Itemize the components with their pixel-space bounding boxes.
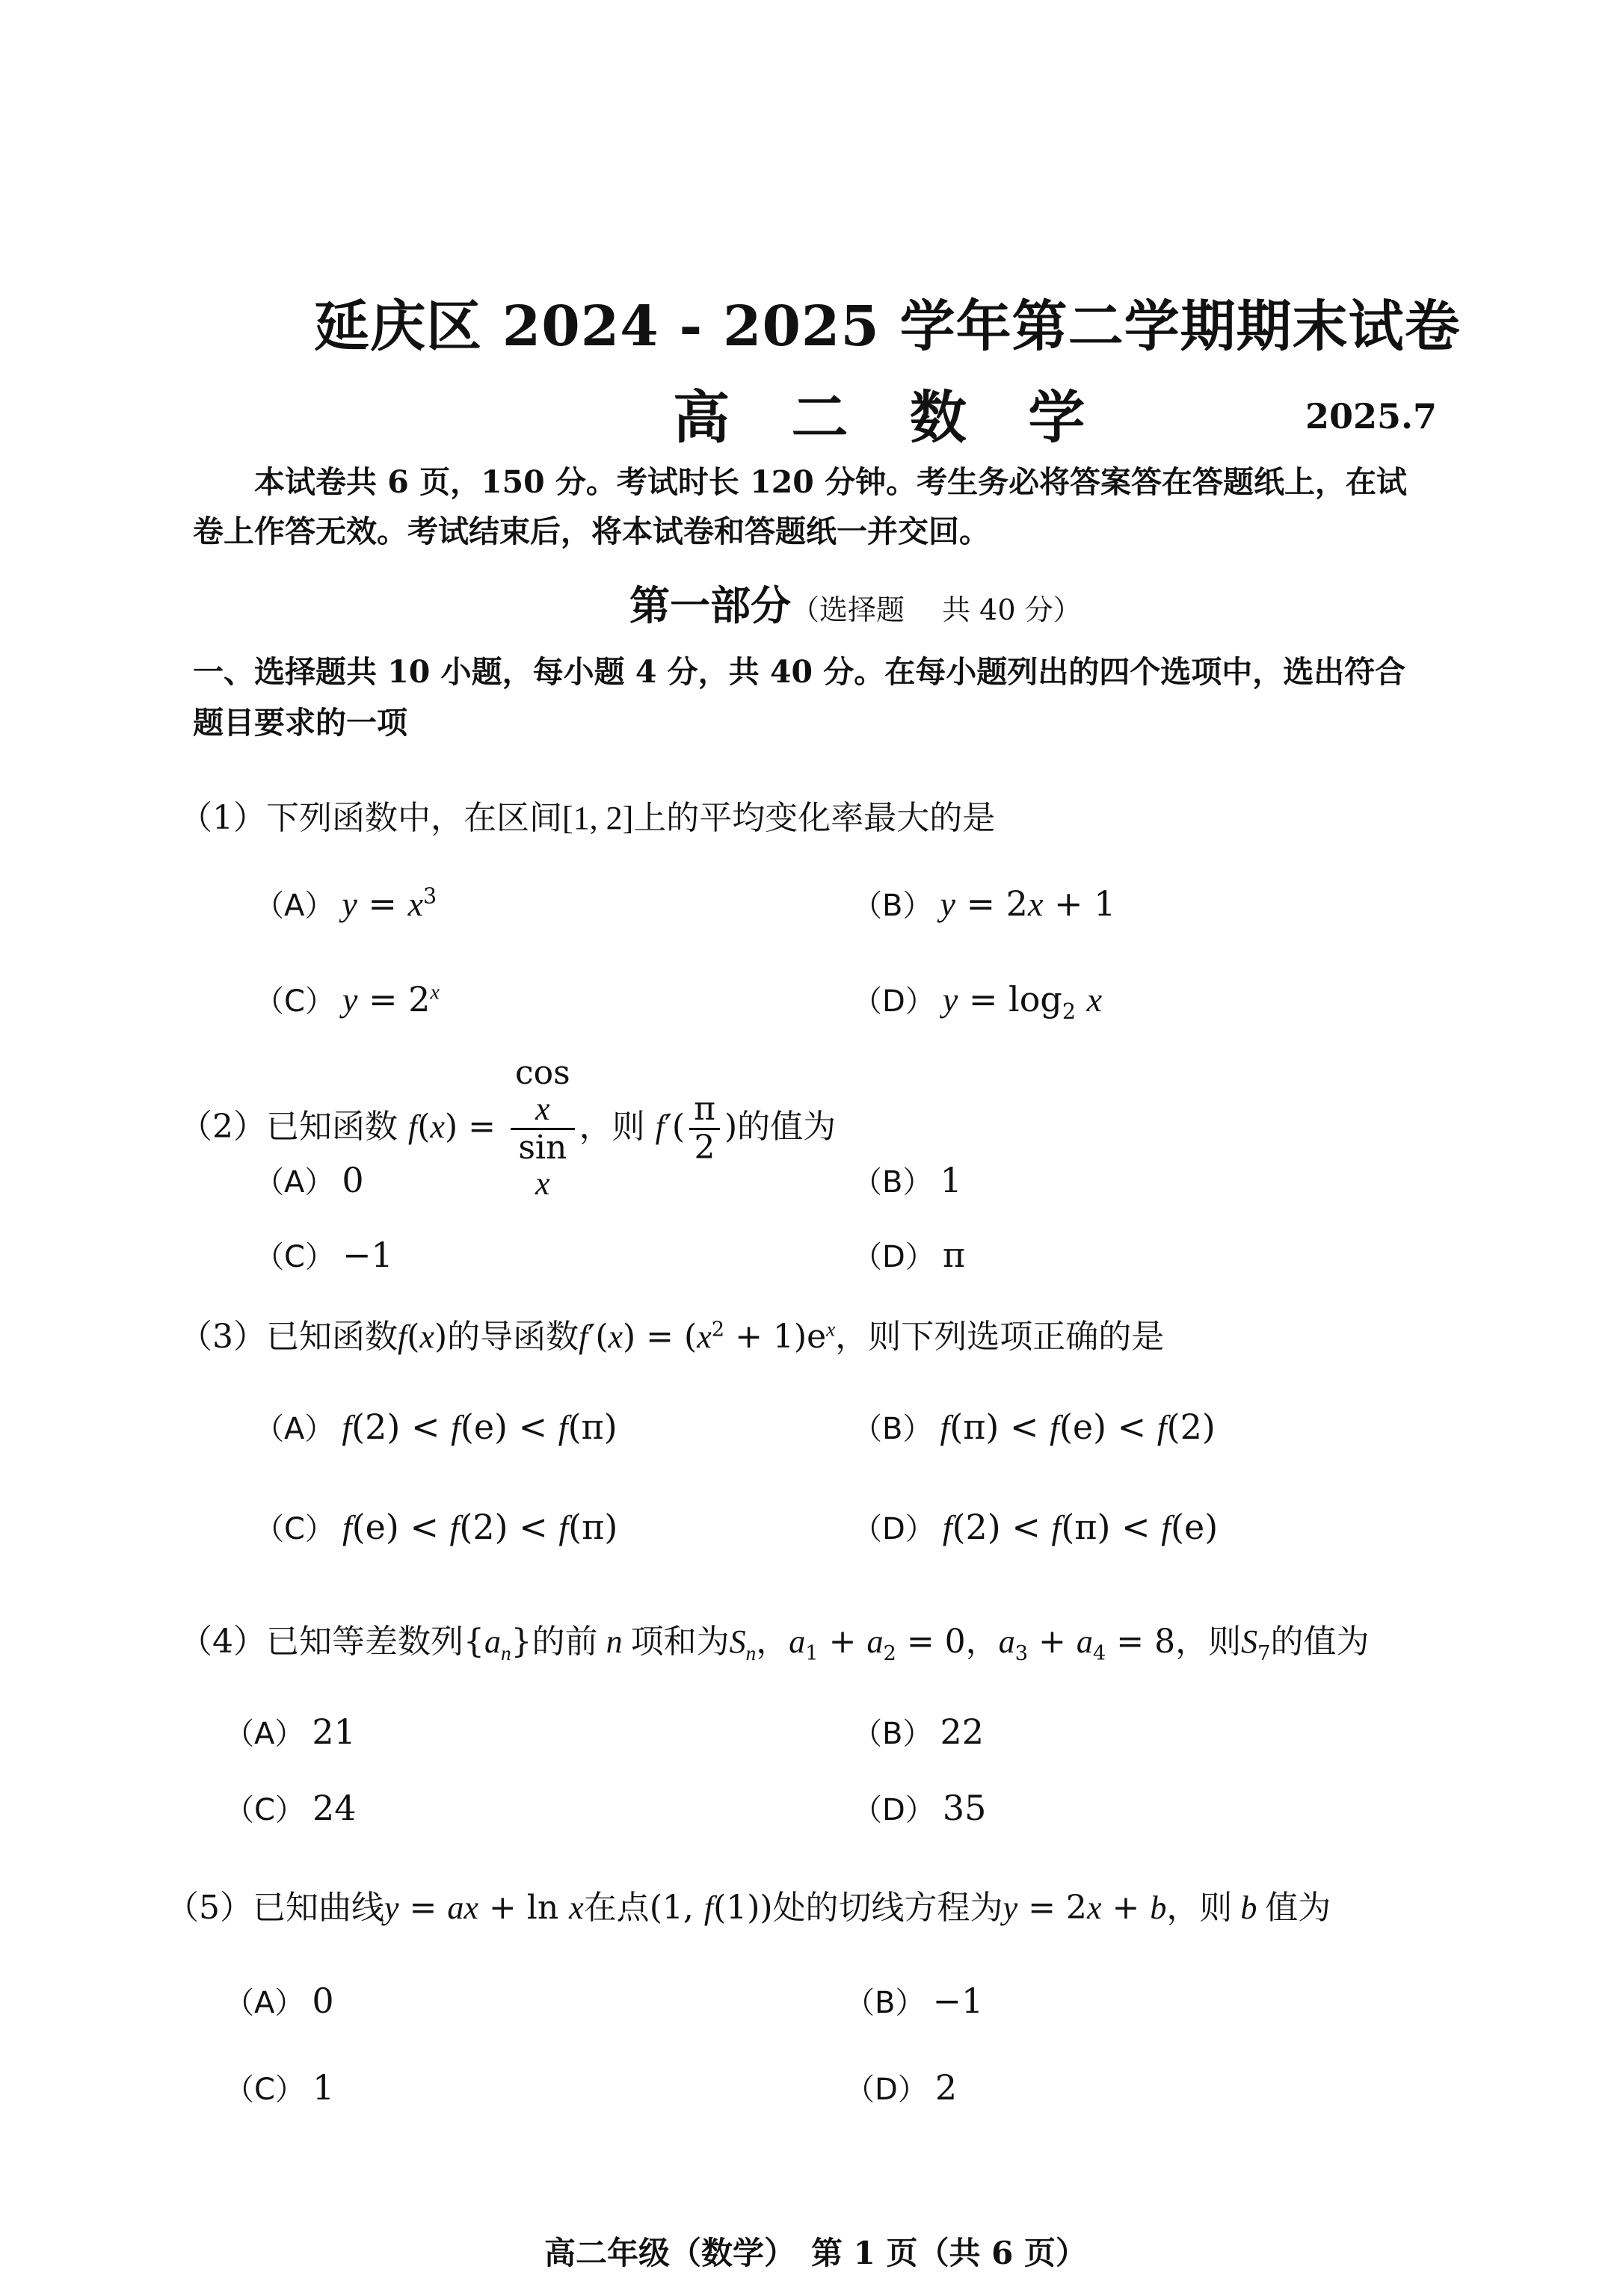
question-text: 在点 <box>583 1889 650 1927</box>
question-4: （4）已知等差数列$\{a_n\}$的前 n 项和为$S_n$，$a_1 + a_2 = 0$，$a_3 + a_4 = 8$，则$S_7$的值为 <box>179 1623 1370 1665</box>
q1-option-b[interactable]: （B） y = 2x + 1 <box>852 883 1116 924</box>
q4-option-d[interactable] <box>852 1786 986 1829</box>
option-value: 0 <box>312 1981 334 2021</box>
q2-option-c[interactable] <box>254 1233 393 1276</box>
q3-option-b[interactable]: （B） f(π) < f(e) < f(2) <box>852 1407 1216 1447</box>
question-text: ，则 <box>1175 1623 1242 1661</box>
exam-date: 2025.7 <box>1305 396 1438 436</box>
question-text: 项和为 <box>630 1623 730 1661</box>
option-value: 1 <box>312 2067 335 2108</box>
option-value: 1 <box>940 1160 962 1200</box>
part-one-title: 第一部分 <box>629 581 791 629</box>
q2-option-d[interactable] <box>852 1233 965 1276</box>
question-number: （1） <box>179 799 266 837</box>
option-label: （D） <box>852 1240 935 1274</box>
question-text: 的值为 <box>1270 1623 1370 1661</box>
question-number: （4） <box>179 1623 266 1661</box>
option-value: 0 <box>342 1160 364 1200</box>
option-label: （C） <box>224 1793 305 1827</box>
page-footer: 高二年级（数学） 第 1 页（共 6 页） <box>544 2235 1087 2271</box>
option-label: （B） <box>852 1717 933 1751</box>
question-text: 已知函数 <box>266 1318 398 1356</box>
option-label: （D） <box>852 984 935 1019</box>
option-label: （B） <box>845 1986 926 2020</box>
q4-option-c[interactable] <box>224 1786 356 1829</box>
question-text: 已知曲线 <box>253 1889 384 1927</box>
question-text: 已知等差数列 <box>266 1623 464 1661</box>
option-label: （D） <box>845 2073 928 2107</box>
question-text: 下列函数中，在区间 <box>266 799 562 837</box>
q1-option-c[interactable]: （C） $y = 2^x$ <box>254 979 440 1019</box>
option-label: （D） <box>852 1793 935 1827</box>
option-label: （C） <box>224 2073 305 2107</box>
option-label: （C） <box>254 984 335 1019</box>
option-label: （B） <box>852 1165 933 1200</box>
question-text: 的导函数 <box>447 1318 579 1356</box>
q4-option-a[interactable] <box>224 1710 356 1753</box>
option-label: （A） <box>254 1412 335 1446</box>
q4-option-b[interactable] <box>852 1710 984 1753</box>
question-number: （5） <box>166 1889 253 1927</box>
q2-option-b[interactable] <box>852 1158 962 1201</box>
option-label: （C） <box>254 1240 335 1274</box>
instructions-line-2: 卷上作答无效。考试结束后，将本试卷和答题纸一并交回。 <box>193 513 990 549</box>
cos-over-sin-fraction: cos x sin x <box>511 1055 575 1203</box>
option-label: （B） <box>852 1412 933 1446</box>
question-5: （5）已知曲线y = ax + ln x在点(1, f(1))处的切线方程为y = 2x + b，则 b 值为 <box>166 1889 1331 1927</box>
question-text: 上的平均变化率最大的是 <box>633 799 996 837</box>
question-text: ，则下列选项正确的是 <box>835 1318 1165 1356</box>
section-instructions-line-1: 一、选择题共 10 小题，每小题 4 分，共 40 分。在每小题列出的四个选项中，选出符合 <box>193 654 1406 690</box>
pi-over-two-fraction: $\frac{\pi}{2}$ <box>689 1091 720 1166</box>
option-value: 2 <box>934 2067 958 2108</box>
subject-title: 高 二 数 学 <box>673 384 1106 451</box>
q1-option-a[interactable]: （A） $y = x^3$ <box>254 883 437 924</box>
option-label: （D） <box>852 1512 935 1546</box>
q5-option-d[interactable] <box>845 2066 957 2108</box>
question-text: 已知函数 <box>266 1107 398 1146</box>
q3-option-a[interactable]: （A） f(2) < f(e) < f(π) <box>254 1407 618 1447</box>
q5-option-a[interactable] <box>224 1979 334 2022</box>
option-label: （A） <box>254 889 335 923</box>
question-text: ，则 <box>1166 1889 1233 1927</box>
option-label: （A） <box>224 1986 305 2020</box>
part-one-heading <box>629 574 1082 632</box>
question-1 <box>179 791 995 839</box>
question-3: （3）已知函数f(x)的导函数$f'(x) = (x^2 + 1)e^x$，则下列选项正确的是 <box>179 1318 1165 1356</box>
option-value: 35 <box>942 1788 987 1828</box>
question-text: 的前 <box>532 1623 598 1661</box>
question-number: （3） <box>179 1318 266 1356</box>
section-instructions-line-2: 题目要求的一项 <box>193 705 407 741</box>
option-label: （B） <box>852 889 933 923</box>
option-value: 24 <box>312 1788 357 1828</box>
question-interval: [1, 2] <box>562 800 634 836</box>
question-2: （2）已知函数 f(x) = cos x sin x ，则 f′( $\frac{\pi}{2}$ )的值为 <box>179 1054 837 1203</box>
option-label: （A） <box>224 1717 305 1751</box>
question-text: 值为 <box>1265 1889 1331 1927</box>
option-label: （A） <box>254 1165 335 1200</box>
q5-option-c[interactable] <box>224 2066 334 2108</box>
q2-option-a[interactable] <box>254 1158 364 1201</box>
option-value: −1 <box>932 1981 984 2021</box>
part-one-note: （选择题 共 40 分） <box>791 593 1082 626</box>
question-text: 处的切线方程为 <box>772 1889 1003 1927</box>
instructions-line-1: 本试卷共 6 页，150 分。考试时长 120 分钟。考生务必将答案答在答题纸上，在试 <box>254 464 1408 500</box>
q3-option-c[interactable]: （C） f(e) < f(2) < f(π) <box>254 1507 618 1547</box>
option-value: π <box>942 1235 966 1275</box>
option-label: （C） <box>254 1512 335 1546</box>
option-value: 21 <box>312 1712 356 1752</box>
q5-option-b[interactable] <box>845 1979 983 2022</box>
exam-title: 延庆区 2024 - 2025 学年第二学期期末试卷 <box>314 294 1461 359</box>
question-text: ，则 <box>579 1107 645 1146</box>
question-number: （2） <box>179 1107 266 1146</box>
q3-option-d[interactable]: （D） f(2) < f(π) < f(e) <box>852 1507 1219 1547</box>
question-text: 的值为 <box>737 1107 837 1146</box>
option-value: 22 <box>940 1712 984 1752</box>
q1-option-d[interactable]: （D） $y = \log_2 x$ <box>852 979 1103 1025</box>
option-value: −1 <box>342 1235 393 1275</box>
